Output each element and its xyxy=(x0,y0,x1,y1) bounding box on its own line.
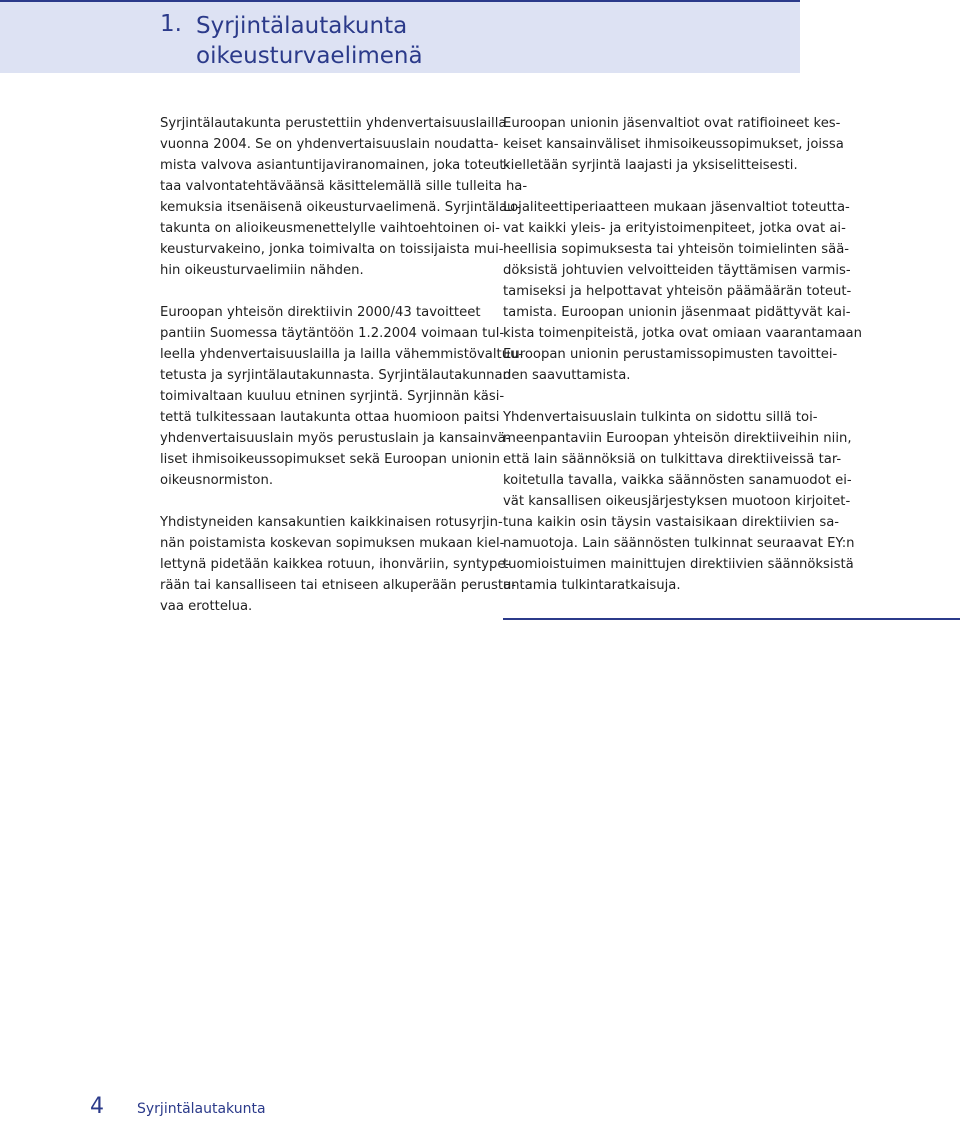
text-line: kielletään syrjintä laajasti ja yksiselitteisesti. xyxy=(503,158,798,173)
text-line: tettä tulkitessaan lautakunta ottaa huomioon paitsi xyxy=(160,410,500,425)
text-line: den saavuttamista. xyxy=(503,368,631,383)
text-line: leella yhdenvertaisuuslailla ja lailla vähemmistövaltuu- xyxy=(160,347,524,362)
text-line: antamia tulkintaratkaisuja. xyxy=(503,578,681,593)
running-footer-title: Syrjintälautakunta xyxy=(137,1101,266,1117)
paragraph-gap xyxy=(503,176,803,197)
text-line: vat kaikki yleis- ja erityistoimenpiteet, jotka ovat ai- xyxy=(503,221,846,236)
chapter-title-line-2: oikeusturvaelimenä xyxy=(196,43,423,69)
text-line: Yhdistyneiden kansakuntien kaikkinaisen rotusyrjin- xyxy=(160,515,503,530)
text-line: vät kansallisen oikeusjärjestyksen muotoon kirjoitet- xyxy=(503,494,851,509)
text-line: tamiseksi ja helpottavat yhteisön päämäärän toteut- xyxy=(503,284,852,299)
text-line: keusturvakeino, jonka toimivalta on toissijaista mui- xyxy=(160,242,504,257)
text-line: tuomioistuimen mainittujen direktiivien säännöksistä xyxy=(503,557,854,572)
text-line: mista valvova asiantuntijaviranomainen, joka toteut- xyxy=(160,158,510,173)
text-line: Yhdenvertaisuuslain tulkinta on sidottu sillä toi- xyxy=(503,410,818,425)
paragraph xyxy=(503,407,855,596)
column-end-rule xyxy=(503,618,960,620)
paragraph-gap xyxy=(503,386,803,407)
text-line: tuna kaikin osin täysin vastaisikaan direktiivien sa- xyxy=(503,515,840,530)
text-line: vuonna 2004. Se on yhdenvertaisuuslain noudatta- xyxy=(160,137,499,152)
paragraph xyxy=(160,302,524,491)
chapter-title-line-1: Syrjintälautakunta xyxy=(196,13,408,39)
text-line: Euroopan yhteisön direktiivin 2000/43 tavoitteet xyxy=(160,305,481,320)
text-line: rään tai kansalliseen tai etniseen alkuperään perustu- xyxy=(160,578,517,593)
left-text-column xyxy=(160,113,528,617)
text-line: Euroopan unionin jäsenvaltiot ovat ratifioineet kes- xyxy=(503,116,841,131)
chapter-number: 1. xyxy=(160,11,182,37)
text-line: Euroopan unionin perustamissopimusten tavoittei- xyxy=(503,347,838,362)
text-line: että lain säännöksiä on tulkittava direktiiveissä tar- xyxy=(503,452,842,467)
paragraph-gap xyxy=(160,491,460,512)
text-line: yhdenvertaisuuslain myös perustuslain ja kansainvä- xyxy=(160,431,511,446)
paragraph xyxy=(160,113,528,281)
paragraph xyxy=(503,197,862,386)
paragraph xyxy=(160,512,517,617)
text-line: taa valvontatehtäväänsä käsittelemällä sille tulleita ha- xyxy=(160,179,528,194)
text-line: kemuksia itsenäisenä oikeusturvaelimenä. Syrjintälau- xyxy=(160,200,521,215)
text-line: tetusta ja syrjintälautakunnasta. Syrjintälautakunnan xyxy=(160,368,511,383)
text-line: kista toimenpiteistä, jotka ovat omiaan vaarantamaan xyxy=(503,326,862,341)
text-line: meenpantaviin Euroopan yhteisön direktiiveihin niin, xyxy=(503,431,852,446)
text-line: takunta on alioikeusmenettelylle vaihtoehtoinen oi- xyxy=(160,221,500,236)
text-line: namuotoja. Lain säännösten tulkinnat seuraavat EY:n xyxy=(503,536,855,551)
text-line: oikeusnormiston. xyxy=(160,473,274,488)
paragraph-gap xyxy=(160,281,460,302)
chapter-header-band xyxy=(0,0,800,73)
text-line: döksistä johtuvien velvoitteiden täyttämisen varmis- xyxy=(503,263,851,278)
text-line: pantiin Suomessa täytäntöön 1.2.2004 voimaan tul- xyxy=(160,326,505,341)
text-line: Syrjintälautakunta perustettiin yhdenvertaisuuslailla xyxy=(160,116,507,131)
text-line: koitetulla tavalla, vaikka säännösten sanamuodot ei- xyxy=(503,473,852,488)
text-line: vaa erottelua. xyxy=(160,599,253,614)
text-line: hin oikeusturvaelimiin nähden. xyxy=(160,263,364,278)
text-line: heellisia sopimuksesta tai yhteisön toimielinten sää- xyxy=(503,242,850,257)
right-text-column xyxy=(503,113,862,596)
text-line: tamista. Euroopan unionin jäsenmaat pidättyvät kai- xyxy=(503,305,851,320)
text-line: keiset kansainväliset ihmisoikeussopimukset, joissa xyxy=(503,137,844,152)
text-line: nän poistamista koskevan sopimuksen mukaan kiel- xyxy=(160,536,505,551)
paragraph xyxy=(503,113,844,176)
text-line: toimivaltaan kuuluu etninen syrjintä. Syrjinnän käsi- xyxy=(160,389,505,404)
text-line: Lojaliteettiperiaatteen mukaan jäsenvaltiot toteutta- xyxy=(503,200,850,215)
page-number: 4 xyxy=(90,1094,104,1119)
text-line: liset ihmisoikeussopimukset sekä Euroopan unionin xyxy=(160,452,500,467)
chapter-title xyxy=(196,11,423,71)
text-line: lettynä pidetään kaikkea rotuun, ihonväriin, syntype- xyxy=(160,557,511,572)
